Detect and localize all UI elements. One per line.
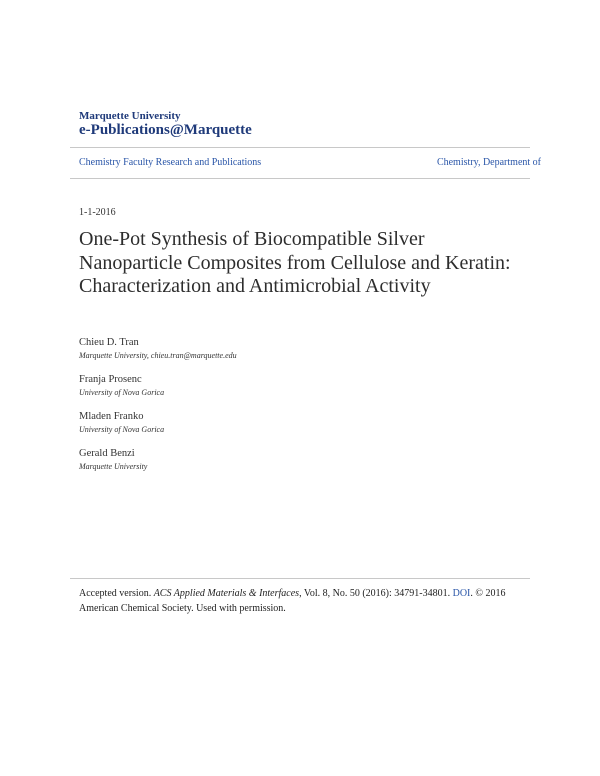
author-name: Gerald Benzi (79, 448, 135, 459)
citation-prefix: Accepted version. (79, 588, 154, 599)
author-entry (79, 410, 509, 435)
publication-date: 1-1-2016 (79, 207, 116, 218)
copyright-notice: . © 2016 American Chemical Society. Used with permission. (79, 588, 506, 614)
author-entry (79, 447, 509, 472)
author-name: Franja Prosenc (79, 374, 142, 385)
author-name: Mladen Franko (79, 411, 144, 422)
author-affiliation: Marquette University, chieu.tran@marquette.edu (79, 351, 237, 360)
citation-details: , Vol. 8, No. 50 (2016): 34791-34801. (299, 588, 453, 599)
institution-name[interactable]: Marquette University (79, 110, 181, 122)
author-entry (79, 336, 509, 361)
nav-divider (70, 178, 530, 179)
repository-name[interactable]: e-Publications@Marquette (79, 122, 252, 138)
journal-name: ACS Applied Materials & Interfaces (153, 588, 300, 599)
author-affiliation: University of Nova Gorica (79, 388, 165, 397)
department-link[interactable]: Chemistry, Department of (436, 157, 541, 168)
doi-link[interactable]: DOI (452, 588, 471, 599)
author-name: Chieu D. Tran (79, 337, 139, 348)
collection-link[interactable]: Chemistry Faculty Research and Publications (79, 157, 262, 168)
author-entry (79, 373, 509, 398)
author-affiliation: Marquette University (79, 462, 148, 471)
article-title: One-Pot Synthesis of Biocompatible Silver Nanoparticle Composites from Cellulose and Keratin: Characterization and Antimicrobial Activity (79, 228, 511, 297)
citation-statement (79, 586, 529, 616)
citation-divider (70, 578, 530, 579)
header-divider (70, 147, 530, 148)
author-affiliation: University of Nova Gorica (79, 425, 165, 434)
